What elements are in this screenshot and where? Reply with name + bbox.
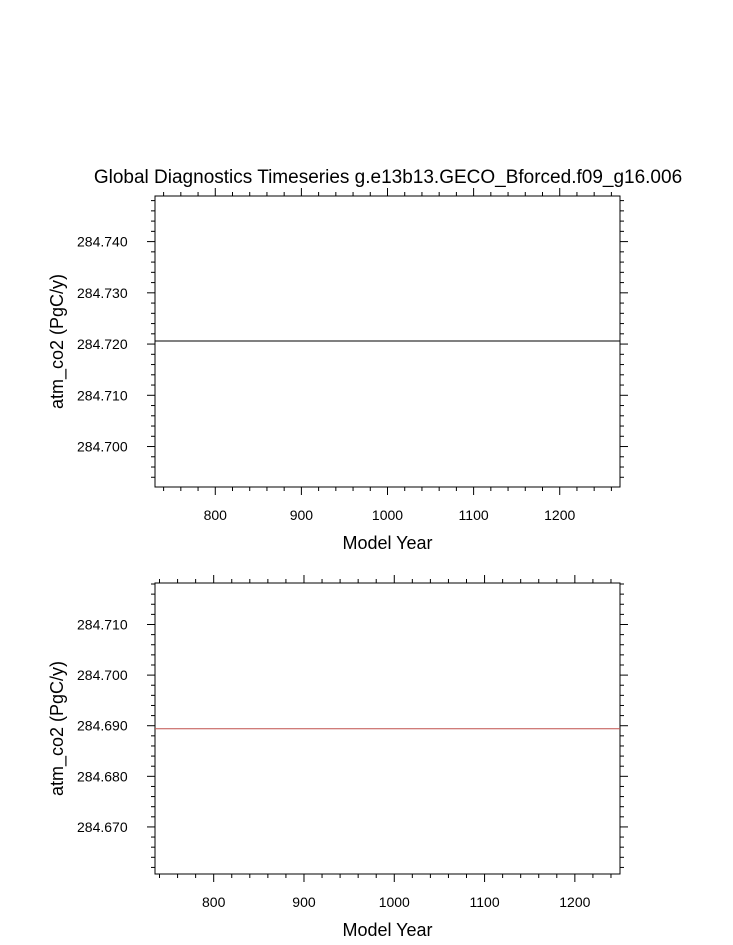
y-tick-label: 284.680 [77,768,128,785]
y-tick-label: 284.720 [77,336,128,353]
x-axis-title: Model Year [342,533,433,553]
x-tick-label: 1000 [371,507,404,523]
y-tick-label: 284.710 [77,616,128,633]
y-axis-title: atm_co2 (PgC/y) [47,660,67,797]
y-tick-label: 284.670 [77,818,128,835]
x-tick-label: 1200 [559,894,591,910]
x-tick-label: 1100 [458,507,489,523]
y-tick-label: 284.740 [77,233,128,250]
x-tick-label: 900 [292,894,316,910]
x-tick-label: 1100 [469,894,500,910]
y-tick-label: 284.700 [77,667,128,684]
x-tick-label: 800 [202,894,226,910]
y-axis-title: atm_co2 (PgC/y) [47,273,67,410]
x-tick-label: 1000 [378,894,410,910]
x-tick-label: 900 [289,507,314,523]
bottom-panel [47,575,628,940]
y-tick-label: 284.710 [77,387,128,404]
x-axis-title: Model Year [342,920,433,940]
x-tick-label: 1200 [544,507,576,523]
y-tick-label: 284.700 [77,438,128,455]
y-tick-label: 284.690 [77,717,128,734]
x-tick-label: 800 [203,507,227,523]
top-panel [47,188,628,553]
chart-title: Global Diagnostics Timeseries g.e13b13.GECO_Bforced.f09_g16.006 [93,167,683,188]
y-tick-label: 284.730 [77,284,128,301]
